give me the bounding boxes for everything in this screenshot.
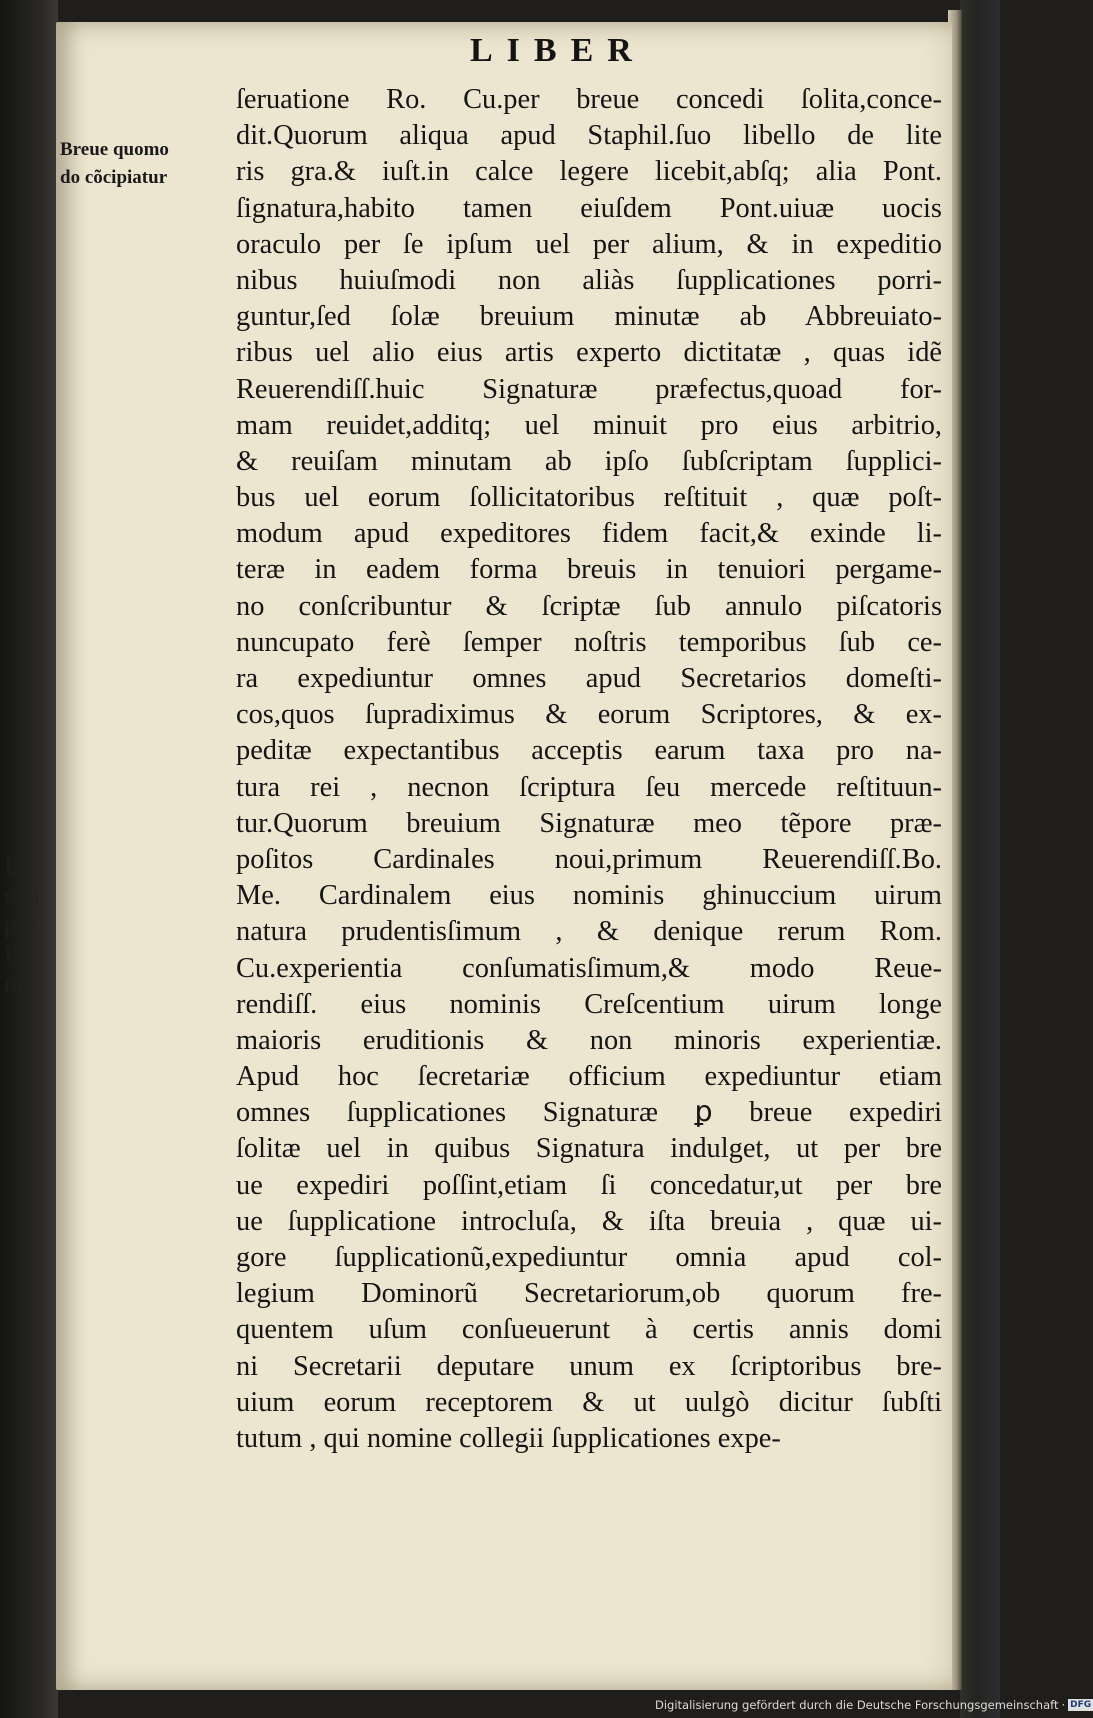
text-line: mam reuidet,additq; uel minuit pro eius arbitrio, xyxy=(236,409,942,441)
text-line: ſignatura,habito tamen eiuſdem Pont.uiuæ uocis xyxy=(236,192,942,224)
text-line: tur.Quorum breuium Signaturæ meo tẽpore præ- xyxy=(236,807,942,839)
text-line: poſitos Cardinales noui,primum Reuerendiſſ.Bo. xyxy=(236,843,942,875)
text-line: teræ in eadem forma breuis in tenuiori pergame- xyxy=(236,554,942,586)
text-line: tutum , qui nomine collegii ſupplicationes expe- xyxy=(236,1422,781,1454)
text-line: Apud hoc ſecretariæ officium expediuntur etiam xyxy=(236,1061,942,1093)
text-line: nibus huiuſmodi non aliàs ſupplicationes porri- xyxy=(236,264,942,296)
text-line: rendiſſ. eius nominis Creſcentium uirum longe xyxy=(236,988,942,1020)
text-line: ris gra.& iuſt.in calce legere licebit,abſq; alia Pont. xyxy=(236,156,942,188)
running-head: LIBER xyxy=(470,32,646,69)
text-line: Me. Cardinalem eius nominis ghinuccium uirum xyxy=(236,880,942,912)
text-line: ue ſupplicatione introcluſa, & iſta breuia , quæ ui- xyxy=(236,1205,942,1237)
text-line: & reuiſam minutam ab ipſo ſubſcriptam ſupplici- xyxy=(236,445,942,477)
text-line: ra expediuntur omnes apud Secretarios domeſti- xyxy=(236,663,942,694)
text-line: cos,quos ſupradiximus & eorum Scriptores, & ex- xyxy=(236,699,942,731)
text-line: no conſcribuntur & ſcriptæ ſub annulo piſcatoris xyxy=(236,590,942,622)
margin-note-line: do cõcipiatur xyxy=(60,167,168,188)
body-text xyxy=(236,82,942,1457)
text-line: modum apud expeditores fidem facit,& exinde li- xyxy=(236,518,942,550)
text-line: ue expediri poſſint,etiam ſi concedatur,ut per bre xyxy=(236,1169,942,1201)
text-line: ni Secretarii deputare unum ex ſcriptoribus bre- xyxy=(236,1350,942,1382)
facing-page-bleed: Ex can pre Pa tal. xyxy=(4,850,41,999)
text-line: ſeruatione Ro. Cu.per breue concedi ſolita,conce- xyxy=(236,84,942,115)
footer-text: Digitalisierung gefördert durch die Deutsche Forschungsgemeinschaft xyxy=(655,1698,1059,1712)
text-line: Cu.experientia conſumatisſimum,& modo Reue- xyxy=(236,952,942,984)
text-line: quentem uſum conſueuerunt à certis annis domi xyxy=(236,1314,942,1346)
text-line: gore ſupplicationũ,expediuntur omnia apud col- xyxy=(236,1242,942,1273)
text-line: tura rei , necnon ſcriptura ſeu mercede reſtituun- xyxy=(236,771,942,803)
digitization-footer: Digitalisierung gefördert durch die Deutsche Forschungsgemeinschaft · DFG xyxy=(655,1698,1092,1712)
text-line: guntur,ſed ſolæ breuium minutæ ab Abbreuiato- xyxy=(236,301,942,333)
text-line: nuncupato ferè ſemper noſtris temporibus ſub ce- xyxy=(236,626,942,658)
scan-background-right xyxy=(960,0,1000,1718)
text-line: peditæ expectantibus acceptis earum taxa pro na- xyxy=(236,735,942,767)
text-line: omnes ſupplicationes Signaturæ ꝑ breue expediri xyxy=(236,1097,942,1129)
text-line: oraculo per ſe ipſum uel per alium, & in expeditio xyxy=(236,228,942,260)
text-line: uium eorum receptorem & ut uulgò dicitur ſubſti xyxy=(236,1386,942,1418)
text-line: dit.Quorum aliqua apud Staphil.ſuo libello de lite xyxy=(236,120,942,152)
dfg-logo-icon: DFG xyxy=(1070,1700,1092,1710)
text-line: legium Dominorũ Secretariorum,ob quorum fre- xyxy=(236,1278,942,1310)
text-line: natura prudentisſimum , & denique rerum Rom. xyxy=(236,916,942,948)
margin-note-line: Breue quomo xyxy=(60,139,169,160)
text-line: Reuerendiſſ.huic Signaturæ præfectus,quoad for- xyxy=(236,373,942,405)
text-line: maioris eruditionis & non minoris experientiæ. xyxy=(236,1024,942,1056)
text-line: bus uel eorum ſollicitatoribus reſtituit , quæ poſt- xyxy=(236,482,942,514)
margin-note xyxy=(60,136,230,192)
text-line: ribus uel alio eius artis experto dictitatæ , quas idẽ xyxy=(236,337,942,369)
text-line: ſolitæ uel in quibus Signatura indulget, ut per bre xyxy=(236,1133,942,1165)
